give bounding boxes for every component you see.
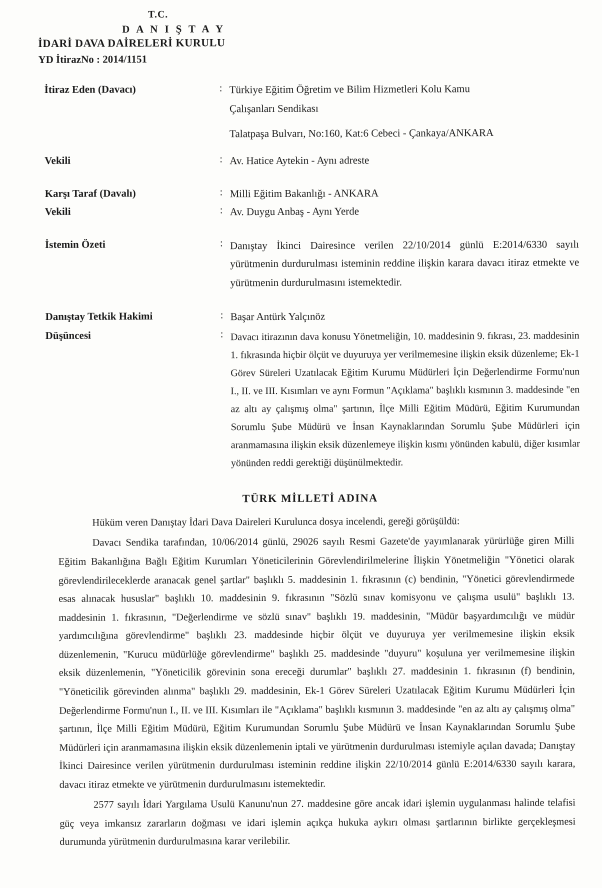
tetkik-hakimi-value: Başar Antürk Yalçınöz [230, 311, 326, 324]
itiraz-eden-address: Talatpaşa Bulvarı, No:160, Kat:6 Cebeci - Çankaya/ANKARA [229, 128, 494, 141]
dusuncesi-label: Düşüncesi [45, 330, 91, 342]
header-kurul: İDARİ DAVA DAİRELERİ KURULU [38, 36, 226, 50]
istemin-ozeti-label: İstemin Özeti [45, 239, 106, 251]
istemin-ozeti-value: Danıştay İkinci Dairesince verilen 22/10/2014 günlü E:2014/6330 sayılı yürütmenin durdurulması isteminin reddine ilişkin karara davacı itiraz etmekte ve yürütmenin durdurulmasını istemektedir. [230, 239, 580, 289]
field-istemin-ozeti [45, 237, 579, 294]
itiraz-eden-value [229, 81, 578, 143]
field-tetkik-hakimi [45, 309, 579, 327]
paragraph-2: Davacı Sendika tarafından, 10/06/2014 günlü, 29026 sayılı Resmi Gazete'de yayımlanarak yürürlüğe giren Milli Eğitim Bakanlığına Bağlı Eğitim Kurumları Yöneticilerinin Görevlendirilmelerine İlişkin Yönetmeliğin "Yönetici olarak görevlendirileceklerde aranacak genel şartlar" başlıklı 5. maddesinin 1. fıkrasının (c) bendinin, "Yönetici görevlendirmede esas alınacak hususlar" başlıklı 10. maddesinin 9. fıkrasının "Sözlü sınav komisyonu ve çalışma usulü" başlıklı 13. maddesinin 1. fıkrasının, "Değerlendirme ve sözlü sınav" başlıklı 19. maddesinin, "Müdür başyardımcılığı ve müdür yardımcılığına görevlendirme" başlıklı 23. maddesinde hiçbir ölçüt ve duyuruya yer verilmemesine ilişkin eksik düzenlemenin, "Kurucu müdürlüğe görevlendirme" başlıklı 25. maddesinde "duyuru" koşuluna yer verilmemesine ilişkin eksik düzenlemenin, "Yöneticilik görevinin sona ereceği durumlar" başlıklı 27. maddesinin 1. fıkrasının (f) bendinin, "Yöneticilik görevinden alınma" başlıklı 29. maddesinin, Ek-1 Görev Süreleri Uzatılacak Eğitim Kurumu Müdürleri İçin Değerlendirme Formu'nun I., II. ve III. Kısımları ile "Açıklama" başlıklı kısmının 3. maddesinde "en az altı ay çalışmış olma" şartının, İlçe Milli Eğitim Müdürü, Eğitim Kurumundan Sorumlu Şube Müdürü ve İnsan Kaynaklarından Sorumlu Şube Müdürleri için aranmamasına ilişkin eksik düzenlemenin iptali ve yürütmenin durdurulması istemiyle açılan davada; Danıştay İkinci Dairesince verilen yürütmenin durdurulması isteminin reddine ilişkin 22/10/2014 günlü E:2014/6330 sayılı karara, davacı itiraz etmekte ve yürütmenin durdurulmasını istemektedir. [58, 536, 576, 791]
vekili-value: Av. Hatice Aytekin - Aynı adreste [229, 155, 370, 167]
colon: : [220, 310, 224, 322]
document-body [38, 8, 582, 855]
tetkik-hakimi-label: Danıştay Tetkik Hakimi [45, 311, 153, 324]
turk-milleti-adina-heading: TÜRK MİLLETİ ADINA [242, 492, 378, 505]
karsi-taraf-value: Milli Eğitim Bakanlığı - ANKARA [229, 188, 379, 200]
karsi-taraf-label: Karşı Taraf (Davalı) [44, 188, 136, 200]
colon: : [219, 82, 223, 94]
vekili2-label: Vekili [44, 207, 71, 219]
field-dusuncesi [45, 328, 580, 474]
field-karsi-taraf [45, 185, 579, 203]
colon: : [220, 329, 224, 341]
itiraz-eden-label: İtiraz Eden (Davacı) [44, 84, 136, 96]
document-header [38, 8, 578, 68]
paragraph-3: 2577 sayılı İdari Yargılama Usulü Kanunu'nun 27. maddesine göre ancak idari işlemin uygulanması halinde telafisi güç veya imkansız zararların doğması ve idari işlemin açıkça hukuka aykırı olması şartlarının birlikte gerçekleşmesi durumunda yürütmenin durdurulmasına karar verilebilir. [59, 797, 576, 849]
field-rows [44, 81, 580, 474]
colon: : [219, 238, 223, 250]
itiraz-eden-line1: Türkiye Eğitim Öğretim ve Bilim Hizmetleri Kolu Kamu [229, 83, 470, 96]
colon: : [219, 153, 223, 165]
header-itiraz-no: YD İtirazNo : 2014/1151 [38, 54, 148, 67]
decision-body [58, 513, 575, 853]
field-vekili [45, 152, 579, 170]
vekili2-value: Av. Duygu Anbaş - Aynı Yerde [229, 206, 360, 219]
field-vekili-2 [45, 204, 579, 222]
dusuncesi-value: Davacı itirazının dava konusu Yönetmeliğin, 10. maddesinin 9. fıkrası, 23. maddesinin 1. fıkrasında hiçbir ölçüt ve duyuruya yer verilmemesine ilişkin eksik düzenleme; Ek-1 Görev Süreleri Uzatılacak Eğitim Kurumu Müdürleri İçin Değerlendirme Formu'nun I., II. ve III. Kısımları ve aynı Formun "Açıklama" başlıklı kısmının 3. maddesinde "en az altı ay çalışmış olma" şartının, İlçe Milli Eğitim Müdürü, Eğitim Kurumundan Sorumlu Şube Müdürü ve İnsan Kaynaklarından Sorumlu Şube Müdürleri için aranmamasına ilişkin eksik düzenlemeye ilişkin kısmı yönünden kabulü, diğer kısımlar yönünden reddi gerektiği düşünülmektedir. [230, 330, 580, 470]
itiraz-eden-line2: Çalışanları Sendikası [229, 104, 319, 116]
field-itiraz-eden [44, 81, 578, 144]
colon: : [219, 186, 223, 198]
vekili-label: Vekili [44, 155, 71, 167]
header-danistay: D A N I Ş T A Y [122, 23, 226, 36]
colon: : [219, 205, 223, 217]
header-tc: T.C. [147, 9, 169, 21]
paragraph-1: Hüküm veren Danıştay İdari Dava Daireleri Kurulunca dosya incelendi, gereği görüşüldü: [92, 516, 460, 529]
